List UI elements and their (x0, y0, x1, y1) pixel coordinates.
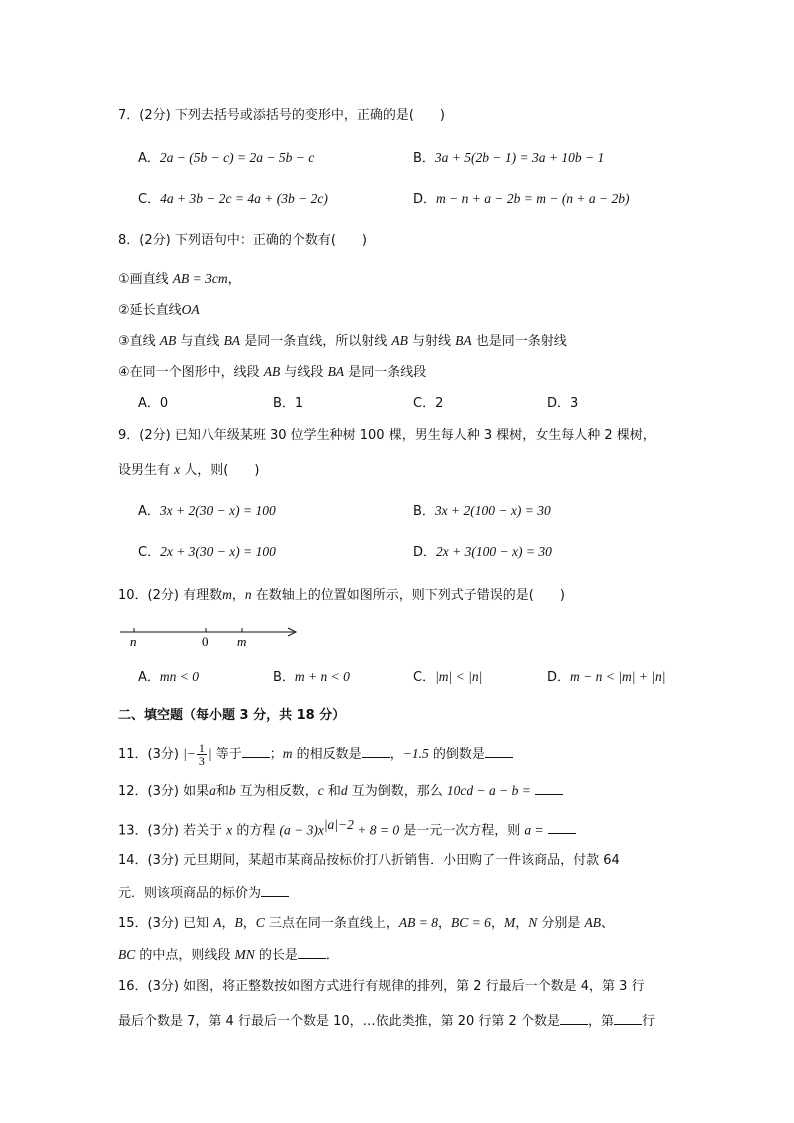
option-label: D． (413, 192, 437, 207)
answer-blank[interactable] (261, 883, 289, 897)
q16-line2: 最后个数是 7，第 4 行最后一个数是 10，…依此类推，第 20 行第 2 个数是 ，第 行 (118, 1011, 655, 1031)
answer-blank[interactable] (548, 820, 576, 834)
q10-option-b: B．m + n < 0 (273, 669, 350, 685)
q8-statement-1: ①画直线 AB = 3cm， (118, 271, 241, 287)
axis-label-n: n (130, 634, 137, 649)
q13: 13．(3分) 若关于 x 的方程 $(a - 3)x^{|a|-2} + 8 = 0$ 是一元一次方程，则 a = (118, 816, 576, 840)
axis-label-m: m (237, 634, 247, 649)
q9-option-c: C．2x + 3(30 − x) = 100 (138, 544, 276, 560)
option-expression: 3a + 5(2b − 1) = 3a + 10b − 1 (434, 150, 605, 165)
q7-option-b (413, 149, 604, 168)
q10-option-d: D．m − n < |m| + |n| (547, 669, 666, 685)
q9-option-a: A．3x + 2(30 − x) = 100 (138, 503, 276, 519)
q14-line1: 14．(3分) 元旦期间，某超市某商品按标价打八折销售．小田购了一件该商品，付款 64 (118, 853, 620, 868)
option-label: A． (138, 151, 160, 166)
q14-line2: 元．则该项商品的标价为 (118, 883, 289, 903)
q9-stem-line2: 设男生有 x 人，则( ) (118, 462, 260, 478)
answer-blank[interactable] (485, 744, 513, 758)
q7-option-d (413, 190, 630, 209)
q10-option-a: A．mn < 0 (138, 669, 200, 685)
q7-option-a (138, 149, 314, 168)
option-expression: 4a + 3b − 2c = 4a + (3b − 2c) (160, 191, 328, 206)
option-label: B． (413, 151, 435, 166)
q8-option-c: C．2 (413, 396, 444, 411)
q8-option-b: B．1 (273, 396, 304, 411)
q7-option-c (138, 190, 328, 209)
q15-line1: 15．(3分) 已知 A，B，C 三点在同一条直线上，AB = 8，BC = 6，M，N 分别是 AB、 (118, 915, 614, 931)
answer-blank[interactable] (560, 1011, 588, 1025)
fraction: $\frac{1}{3}$ (198, 741, 205, 768)
number-line-figure (118, 620, 308, 650)
q16-line1: 16．(3分) 如图，将正整数按如图方式进行有规律的排列，第 2 行最后一个数是 4，第 3 行 (118, 979, 645, 994)
q8-option-a: A．0 (138, 396, 169, 411)
q8-stem: 8．(2分) 下列语句中：正确的个数有( ) (118, 233, 367, 248)
q7-stem: 7．(2分) 下列去括号或添括号的变形中，正确的是( ) (118, 108, 445, 123)
q8-option-d: D．3 (547, 396, 579, 411)
section-heading: 二、填空题（每小题 3 分，共 18 分） (118, 708, 346, 723)
answer-blank[interactable] (614, 1011, 642, 1025)
q8-statement-2: ②延长直线OA (118, 302, 200, 318)
q8-statement-3: ③直线 AB 与直线 BA 是同一条直线，所以射线 AB 与射线 BA 也是同一条射线 (118, 333, 567, 349)
answer-blank[interactable] (242, 744, 270, 758)
answer-blank[interactable] (535, 781, 563, 795)
q9-option-d: D．2x + 3(100 − x) = 30 (413, 544, 552, 560)
q10-option-c: C．|m| < |n| (413, 669, 483, 685)
q12: 12．(3分) 如果a和b 互为相反数，c 和d 互为倒数，那么 10cd − a − b = (118, 781, 563, 801)
option-label: C． (138, 192, 161, 207)
axis-label-0: 0 (202, 634, 209, 649)
q9-stem-line1: 9．(2分) 已知八年级某班 30 位学生种树 100 棵，男生每人种 3 棵树，女生每人种 2 棵树， (118, 428, 656, 443)
option-expression: m − n + a − 2b = m − (n + a − 2b) (436, 191, 630, 206)
q8-statement-4: ④在同一个图形中，线段 AB 与线段 BA 是同一条线段 (118, 364, 427, 380)
option-expression: 2a − (5b − c) = 2a − 5b − c (159, 150, 315, 165)
answer-blank[interactable] (298, 945, 326, 959)
q11: 11．(3分) |− $\frac{1}{3}$ | 等于 ；m 的相反数是 ，−1.5 的倒数是 (118, 740, 513, 769)
q10-stem: 10．(2分) 有理数m，n 在数轴上的位置如图所示，则下列式子错误的是( ) (118, 587, 565, 603)
q15-line2: BC 的中点，则线段 MN 的长是 ． (118, 947, 339, 963)
answer-blank[interactable] (362, 744, 390, 758)
q9-option-b: B．3x + 2(100 − x) = 30 (413, 503, 551, 519)
